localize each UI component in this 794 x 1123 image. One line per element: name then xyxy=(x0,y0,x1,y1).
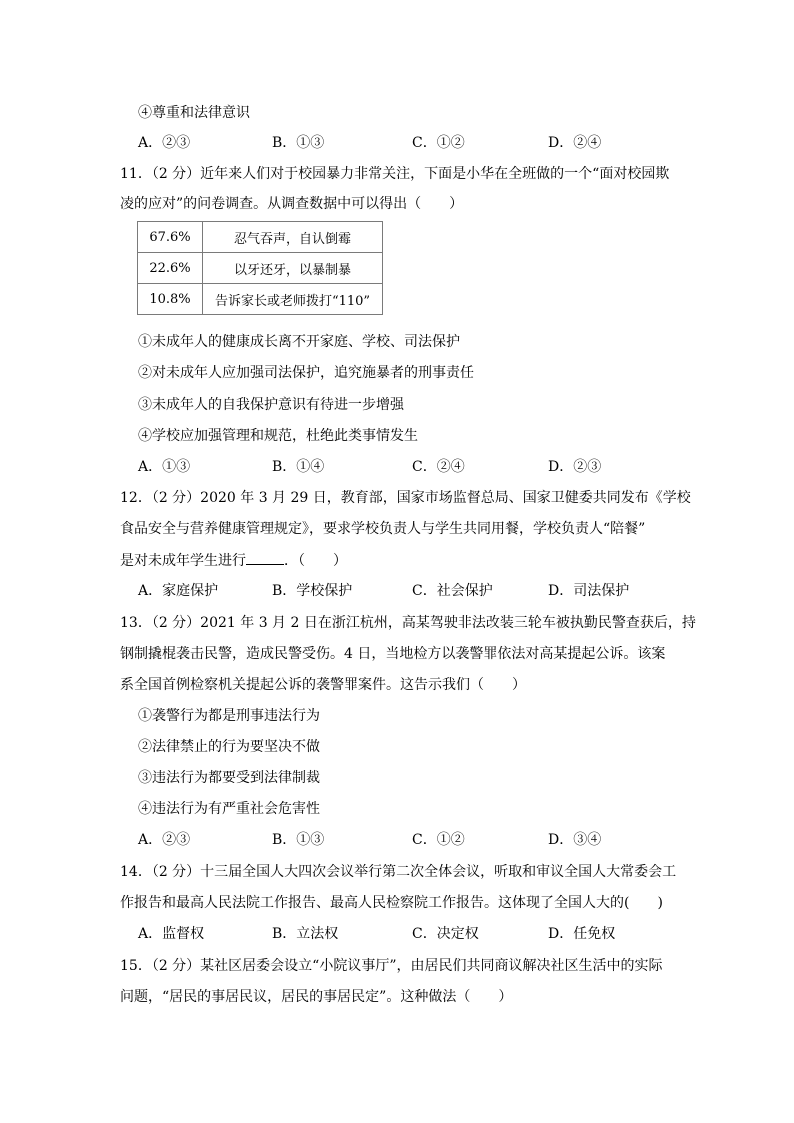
survey-percent: 22.6% xyxy=(138,253,203,284)
q12-options xyxy=(138,581,678,601)
q11-item-3: ③未成年人的自我保护意识有待进一步增强 xyxy=(138,397,404,413)
prev-options xyxy=(138,133,678,153)
q13-option-d[interactable]: D．③④ xyxy=(548,832,602,848)
q12-stem-line3-suffix: ．（ ） xyxy=(284,553,347,569)
q13-item-1: ①袭警行为都是刑事违法行为 xyxy=(138,708,320,724)
q12-option-c[interactable]: C．社会保护 xyxy=(412,583,493,599)
q14-stem-line1: 14．（2 分）十三届全国人大四次会议举行第二次全体会议，听取和审议全国人大常委会工 xyxy=(120,864,677,880)
q13-option-a[interactable]: A．②③ xyxy=(138,832,191,848)
q13-options xyxy=(138,830,678,850)
survey-percent: 67.6% xyxy=(138,222,203,253)
q13-item-3: ③违法行为都要受到法律制裁 xyxy=(138,770,320,786)
prev-item-4: ④尊重和法律意识 xyxy=(138,105,250,121)
q13-option-b[interactable]: B．①③ xyxy=(272,832,325,848)
q11-survey-table xyxy=(137,221,383,315)
q12-stem-line1: 12．（2 分）2020 年 3 月 29 日，教育部，国家市场监督总局、国家卫健委共同发布《学校 xyxy=(120,490,691,506)
prev-option-a: A．②③ xyxy=(138,135,191,151)
q14-option-b[interactable]: B．立法权 xyxy=(272,926,339,942)
prev-option-d: D．②④ xyxy=(548,135,602,151)
table-row xyxy=(138,284,383,315)
q14-stem-line2: 作报告和最高人民法院工作报告、最高人民检察院工作报告。这体现了全国人大的( ) xyxy=(120,895,663,911)
q13-option-c[interactable]: C．①② xyxy=(412,832,465,848)
q11-stem-line1: 11．（2 分）近年来人们对于校园暴力非常关注，下面是小华在全班做的一个“面对校园欺 xyxy=(120,166,670,182)
q12-option-a[interactable]: A．家庭保护 xyxy=(138,583,219,599)
q12-stem-line3 xyxy=(120,550,347,571)
q11-option-d[interactable]: D．②③ xyxy=(548,459,602,475)
q12-stem-line2: 食品安全与营养健康管理规定》，要求学校负责人与学生共同用餐，学校负责人“陪餐” xyxy=(120,521,646,537)
q11-option-a[interactable]: A．①③ xyxy=(138,459,191,475)
q13-item-4: ④违法行为有严重社会危害性 xyxy=(138,801,320,817)
q14-option-a[interactable]: A．监督权 xyxy=(138,926,205,942)
survey-percent: 10.8% xyxy=(138,284,203,315)
fill-in-blank xyxy=(246,550,284,565)
q11-option-c[interactable]: C．②④ xyxy=(412,459,465,475)
q13-stem-line3: 系全国首例检察机关提起公诉的袭警罪案件。这告示我们（ ） xyxy=(120,677,526,693)
q12-option-b[interactable]: B．学校保护 xyxy=(272,583,353,599)
q12-option-d[interactable]: D．司法保护 xyxy=(548,583,630,599)
q13-item-2: ②法律禁止的行为要坚决不做 xyxy=(138,739,320,755)
q13-stem-line1: 13．（2 分）2021 年 3 月 2 日在浙江杭州，高某驾驶非法改装三轮车被执勤民警查获后，持 xyxy=(120,615,696,631)
q11-item-1: ①未成年人的健康成长离不开家庭、学校、司法保护 xyxy=(138,334,460,350)
survey-response: 以牙还牙，以暴制暴 xyxy=(203,253,383,284)
q12-stem-line3-prefix: 是对未成年学生进行 xyxy=(120,553,246,569)
q14-option-d[interactable]: D．任免权 xyxy=(548,926,616,942)
q11-options xyxy=(138,457,678,477)
table-row xyxy=(138,253,383,284)
q15-stem-line2: 问题，“居民的事居民议，居民的事居民定”。这种做法（ ） xyxy=(120,989,513,1005)
survey-response: 忍气吞声，自认倒霉 xyxy=(203,222,383,253)
q11-option-b[interactable]: B．①④ xyxy=(272,459,325,475)
q14-option-c[interactable]: C．决定权 xyxy=(412,926,479,942)
prev-option-c: C．①② xyxy=(412,135,465,151)
q11-stem-line2: 凌的应对”的问卷调查。从调查数据中可以得出（ ） xyxy=(120,196,464,212)
table-row xyxy=(138,222,383,253)
q13-stem-line2: 钢制撬棍袭击民警，造成民警受伤。4 日，当地检方以袭警罪依法对高某提起公诉。该案 xyxy=(120,646,666,662)
prev-option-b: B．①③ xyxy=(272,135,325,151)
q15-stem-line1: 15．（2 分）某社区居委会设立“小院议事厅”，由居民们共同商议解决社区生活中的实际 xyxy=(120,958,663,974)
q14-options xyxy=(138,924,678,944)
survey-response: 告诉家长或老师拨打“110” xyxy=(203,284,383,315)
q11-item-2: ②对未成年人应加强司法保护，追究施暴者的刑事责任 xyxy=(138,365,474,381)
q11-item-4: ④学校应加强管理和规范，杜绝此类事情发生 xyxy=(138,428,418,444)
